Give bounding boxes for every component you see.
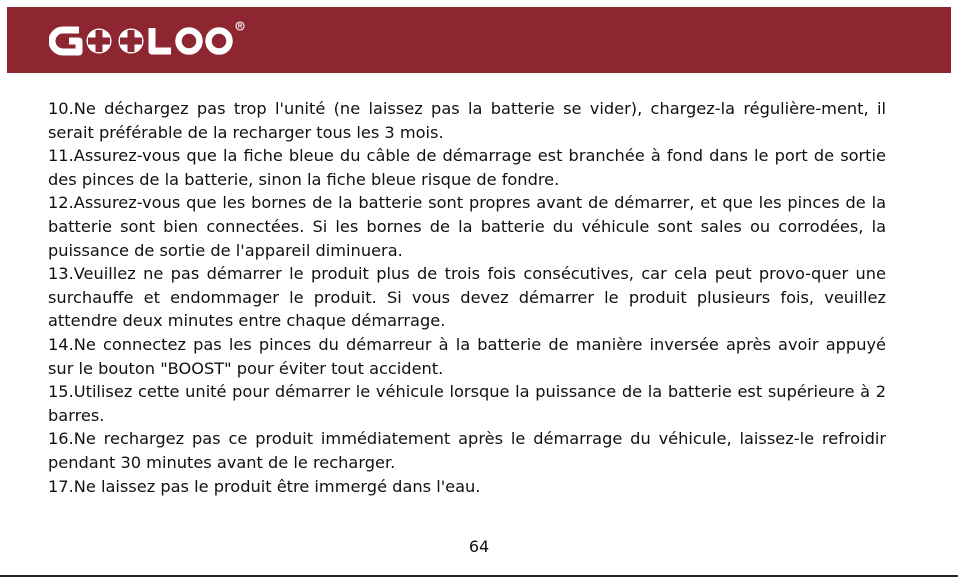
instruction-11: 11.Assurez-vous que la fiche bleue du câble de démarrage est branchée à fond dans le port de sortie des pinces de la batterie, sinon la fiche bleue risque de fondre. [48,146,886,189]
safety-instructions [48,97,886,498]
instruction-12: 12.Assurez-vous que les bornes de la batterie sont propres avant de démarrer, et que les pinces de la batterie sont bien connectées. Si les bornes de la batterie du véhicule sont sales ou corrodées, la puissance de sortie de l'appareil diminuera. [48,193,886,260]
instruction-16: 16.Ne rechargez pas ce produit immédiatement après le démarrage du véhicule, laissez-le refroidir pendant 30 minutes avant de le recharger. [48,429,886,472]
instruction-17: 17.Ne laissez pas le produit être immergé dans l'eau. [48,476,481,496]
brand-header [7,7,951,73]
page-number: 64 [468,537,490,556]
instruction-15: 15.Utilisez cette unité pour démarrer le véhicule lorsque la puissance de la batterie est supérieure à 2 barres. [48,382,886,425]
instruction-14: 14.Ne connectez pas les pinces du démarreur à la batterie de manière inversée après avoir appuyé sur le bouton "BOOST" pour éviter tout accident. [48,334,886,378]
instruction-10: 10.Ne déchargez pas trop l'unité (ne laissez pas la batterie se vider), chargez-la régulière-ment, il serait préférable de la recharger tous les 3 mois. [48,99,886,142]
bottom-divider [0,575,958,577]
gooloo-logo [49,21,259,61]
svg-text:R: R [237,24,243,31]
instruction-13: 13.Veuillez ne pas démarrer le produit plus de trois fois consécutives, car cela peut provo-quer une surchauffe et endommager le produit. Si vous devez démarrer le produit plusieurs fois, veuillez attendre deux minutes entre chaque démarrage. [48,264,886,331]
